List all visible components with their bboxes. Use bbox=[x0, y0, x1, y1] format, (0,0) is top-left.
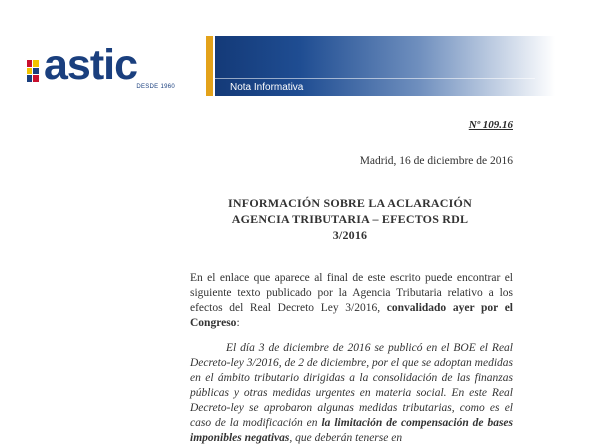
flag-emblem-icon bbox=[27, 60, 39, 82]
intro-text: En el enlace que aparece al final de este escrito puede encontrar el siguiente texto publicado por la Agencia Tributaria relativo a los efectos del Real Decreto Ley 3/2016, bbox=[190, 272, 513, 314]
banner-gold-stripe bbox=[206, 36, 213, 96]
banner-title: Nota Informativa bbox=[230, 82, 304, 93]
intro-end: : bbox=[236, 317, 240, 329]
logo-tagline: DESDE 1960 bbox=[136, 84, 175, 90]
header-banner bbox=[206, 36, 555, 96]
intro-bold: convalidado ayer por el Congreso bbox=[190, 302, 514, 329]
quote-end: , que deberán tenerse en bbox=[289, 432, 403, 444]
document-heading bbox=[190, 195, 510, 243]
astic-logo bbox=[27, 41, 177, 94]
heading-line-2: AGENCIA TRIBUTARIA – EFECTOS RDL bbox=[231, 212, 469, 226]
document-date: Madrid, 16 de diciembre de 2016 bbox=[359, 155, 513, 167]
banner-divider bbox=[215, 78, 535, 79]
logo-wordmark: astic bbox=[44, 41, 138, 89]
heading-line-3: 3/2016 bbox=[332, 228, 368, 242]
quoted-paragraph bbox=[190, 341, 513, 446]
intro-paragraph bbox=[190, 271, 513, 331]
document-number: Nº 109.16 bbox=[468, 119, 513, 131]
quote-text: El día 3 de diciembre de 2016 se publicó en el BOE el Real Decreto-ley 3/2016, de 2 de diciembre, por el que se adoptan medidas en el ámbito tributario dirigidas a la consolidación de las finanzas públicas y otras medidas urgentes en materia social. En este Real Decreto-ley se aprobaron algunas medidas tributarias, como es el caso de la modificación en bbox=[190, 342, 513, 429]
heading-line-1: INFORMACIÓN SOBRE LA ACLARACIÓN bbox=[228, 196, 472, 210]
quote-bold: la limitación de compensación de bases imponibles negativas bbox=[190, 417, 513, 444]
